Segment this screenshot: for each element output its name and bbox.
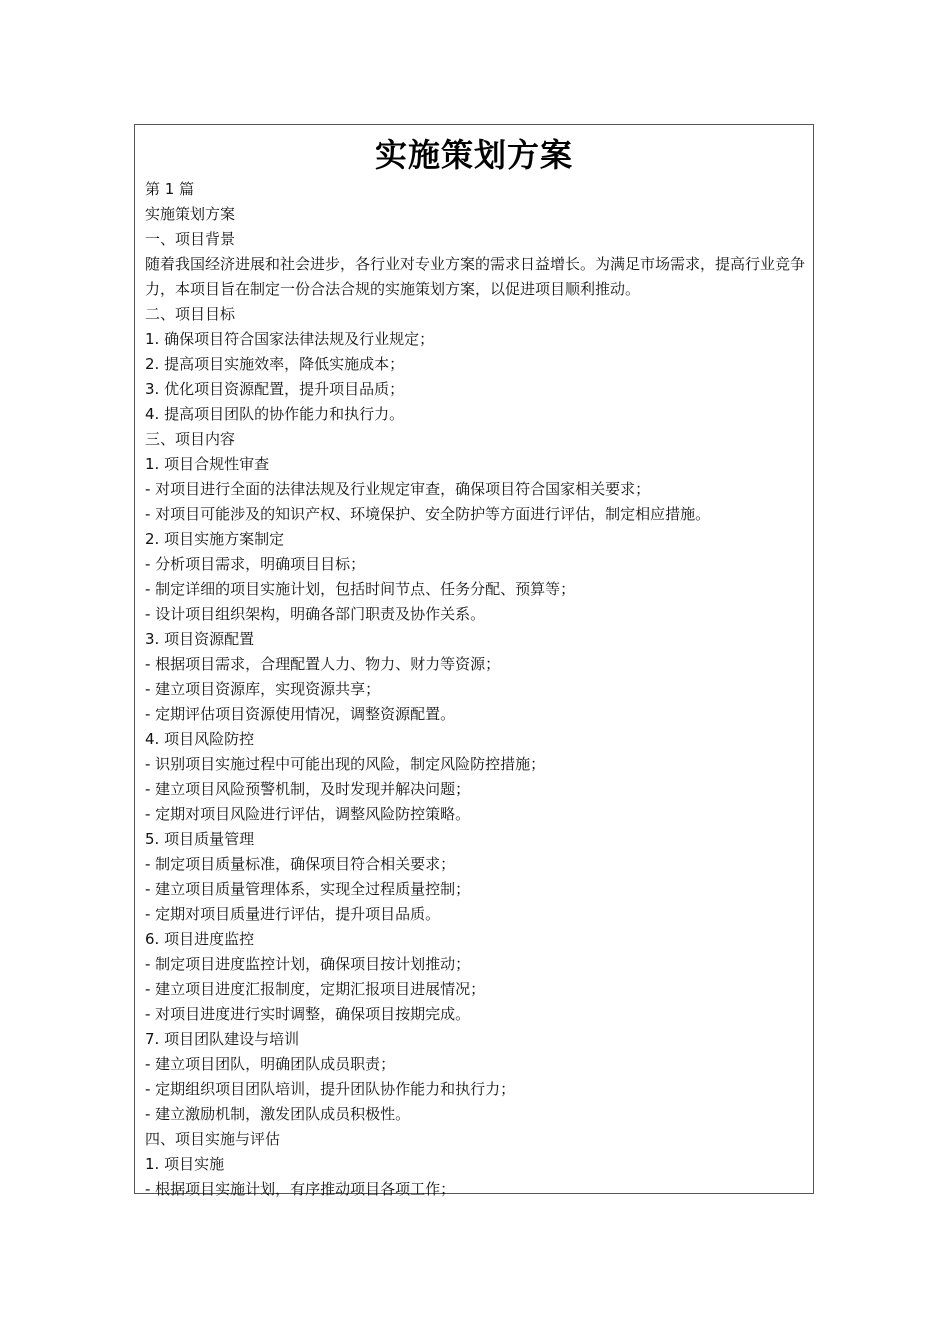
text-line: 7. 项目团队建设与培训 (145, 1030, 300, 1048)
text-line: 1. 确保项目符合国家法律法规及行业规定； (145, 330, 435, 348)
document-body (145, 177, 805, 1202)
text-line: - 对项目进行全面的法律法规及行业规定审查，确保项目符合国家相关要求； (145, 480, 651, 498)
text-line: 4. 项目风险防控 (145, 730, 255, 748)
text-line: 4. 提高项目团队的协作能力和执行力。 (145, 405, 405, 423)
document-frame (134, 124, 814, 1198)
text-line: - 根据项目需求，合理配置人力、物力、财力等资源； (145, 655, 501, 673)
text-line: 1. 项目实施 (145, 1155, 225, 1173)
text-line: - 定期评估项目资源使用情况，调整资源配置。 (145, 705, 456, 723)
text-line: - 定期组织项目团队培训，提升团队协作能力和执行力； (145, 1080, 516, 1098)
text-line: - 制定详细的项目实施计划，包括时间节点、任务分配、预算等； (145, 580, 576, 598)
text-line: 三、项目内容 (145, 430, 236, 448)
text-line: 6. 项目进度监控 (145, 930, 255, 948)
text-line: - 制定项目进度监控计划，确保项目按计划推动； (145, 955, 471, 973)
text-line: - 建立项目质量管理体系，实现全过程质量控制； (145, 880, 471, 898)
text-line: 实施策划方案 (145, 205, 236, 223)
text-line: 3. 项目资源配置 (145, 630, 255, 648)
text-line: 2. 项目实施方案制定 (145, 530, 285, 548)
text-line: 1. 项目合规性审查 (145, 455, 270, 473)
background-paragraph: 随着我国经济进展和社会进步，各行业对专业方案的需求日益增长。为满足市场需求，提高行业竞争力，本项目旨在制定一份合法合规的实施策划方案，以促进项目顺利推动。 (145, 255, 806, 298)
text-line: - 设计项目组织架构，明确各部门职责及协作关系。 (145, 605, 486, 623)
text-line: - 建立激励机制，激发团队成员积极性。 (145, 1105, 411, 1123)
text-line: - 建立项目资源库，实现资源共享； (145, 680, 381, 698)
text-line: - 制定项目质量标准，确保项目符合相关要求； (145, 855, 456, 873)
text-line: - 识别项目实施过程中可能出现的风险，制定风险防控措施； (145, 755, 546, 773)
text-line: - 建立项目风险预警机制，及时发现并解决问题； (145, 780, 471, 798)
text-line: 第 1 篇 (145, 180, 195, 198)
text-line: 2. 提高项目实施效率，降低实施成本； (145, 355, 405, 373)
text-line: 3. 优化项目资源配置，提升项目品质； (145, 380, 405, 398)
document-title: 实施策划方案 (374, 136, 573, 174)
text-line: - 根据项目实施计划，有序推动项目各项工作； (145, 1180, 456, 1198)
text-line: 四、项目实施与评估 (145, 1130, 281, 1148)
text-line: - 对项目可能涉及的知识产权、环境保护、安全防护等方面进行评估，制定相应措施。 (145, 505, 711, 523)
text-line: - 定期对项目风险进行评估，调整风险防控策略。 (145, 805, 471, 823)
text-line: 二、项目目标 (145, 305, 236, 323)
text-line: - 分析项目需求，明确项目目标； (145, 555, 366, 573)
text-line: - 建立项目进度汇报制度，定期汇报项目进展情况； (145, 980, 486, 998)
text-line: - 定期对项目质量进行评估，提升项目品质。 (145, 905, 441, 923)
text-line: 一、项目背景 (145, 230, 236, 248)
text-line: - 建立项目团队，明确团队成员职责； (145, 1055, 396, 1073)
text-line: 5. 项目质量管理 (145, 830, 255, 848)
text-line: - 对项目进度进行实时调整，确保项目按期完成。 (145, 1005, 471, 1023)
